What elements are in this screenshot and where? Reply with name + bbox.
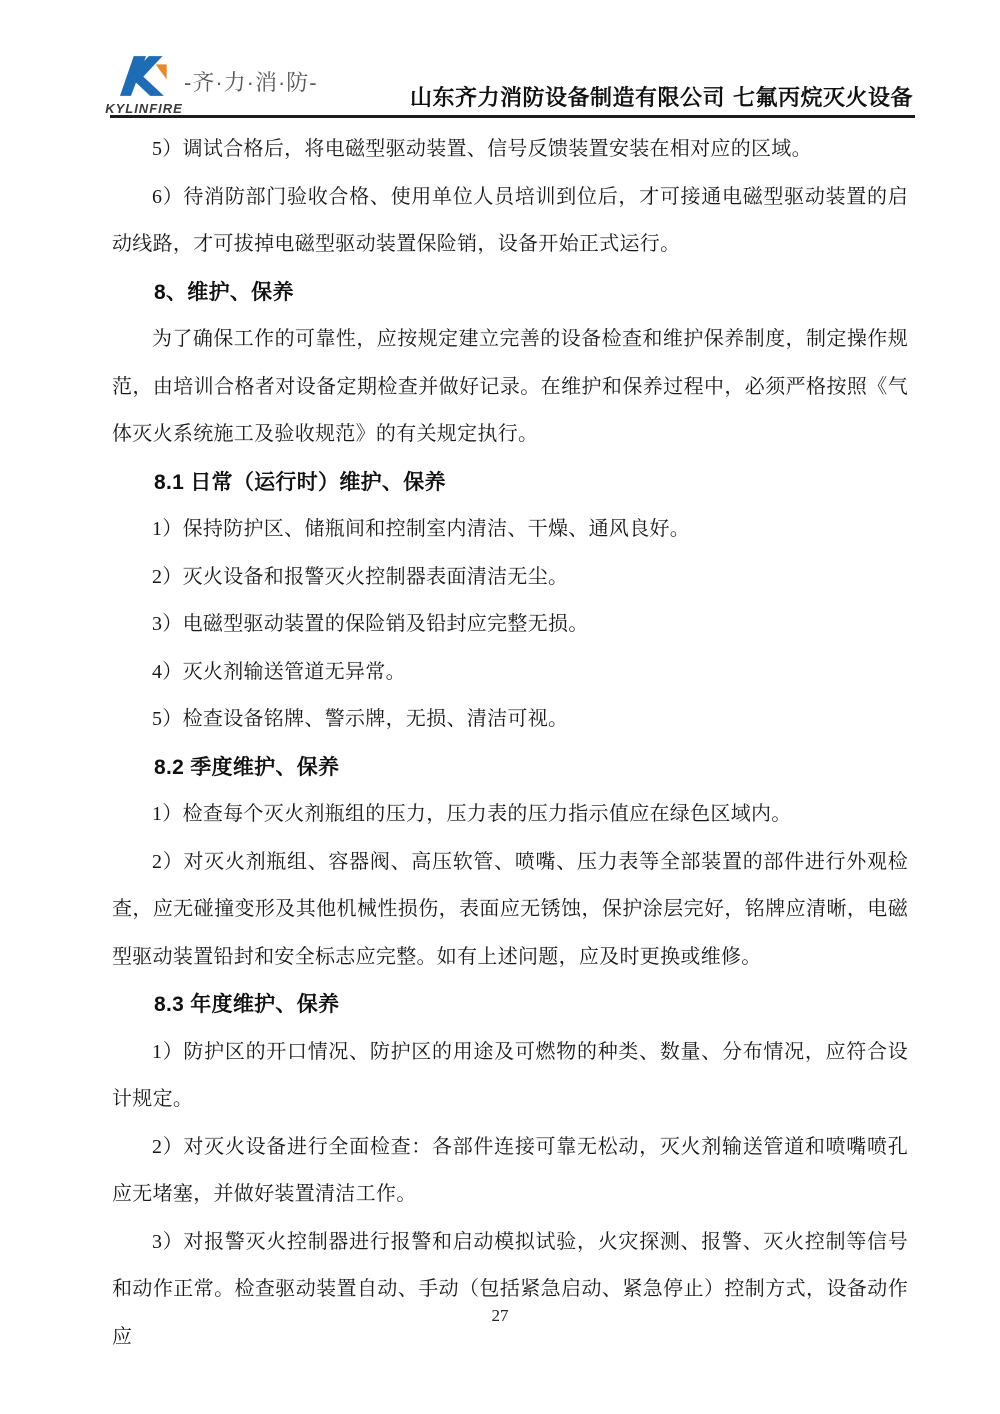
section-heading: 8.1 日常（运行时）维护、保养 xyxy=(154,470,446,494)
page-footer xyxy=(0,1306,1000,1326)
brand-text: KYLINFIRE xyxy=(105,101,183,116)
document-body xyxy=(112,126,908,1361)
company-name: 山东齐力消防设备制造有限公司 xyxy=(410,85,726,110)
section-heading: 8.2 季度维护、保养 xyxy=(154,755,340,779)
product-name: 七氟丙烷灭火设备 xyxy=(732,85,913,110)
paragraph: 6）待消防部门验收合格、使用单位人员培训到位后，才可接通电磁型驱动装置的启动线路，才可拔掉电磁型驱动装置保险销，设备开始正式运行。 xyxy=(112,185,908,255)
paragraph: 3）电磁型驱动装置的保险销及铅封应完整无损。 xyxy=(152,613,589,635)
section-heading: 8.3 年度维护、保养 xyxy=(154,993,340,1016)
paragraph: 2）对灭火设备进行全面检查：各部件连接可靠无松动，灭火剂输送管道和喷嘴喷孔应无堵塞，并做好装置清洁工作。 xyxy=(112,1135,908,1205)
paragraph: 1）检查每个灭火剂瓶组的压力，压力表的压力指示值应在绿色区域内。 xyxy=(152,803,792,825)
logo-tagline: -齐·力·消·防- xyxy=(184,70,318,95)
page-number: 27 xyxy=(491,1306,509,1325)
paragraph: 2）对灭火剂瓶组、容器阀、高压软管、喷嘴、压力表等全部装置的部件进行外观检查，应无碰撞变形及其他机械性损伤，表面应无锈蚀，保护涂层完好，铭牌应清晰，电磁型驱动装置铅封和安全标志应完整。如有上述问题，应及时更换或维修。 xyxy=(112,850,908,968)
kylinfire-logo-icon xyxy=(120,52,168,100)
paragraph: 1）防护区的开口情况、防护区的用途及可燃物的种类、数量、分布情况，应符合设计规定。 xyxy=(112,1040,908,1110)
paragraph: 3）对报警灭火控制器进行报警和启动模拟试验，火灾探测、报警、灭火控制等信号和动作正常。检查驱动装置自动、手动（包括紧急启动、紧急停止）控制方式，设备动作应 xyxy=(112,1230,908,1348)
company-logo xyxy=(102,52,186,116)
paragraph: 为了确保工作的可靠性，应按规定建立完善的设备检查和维护保养制度，制定操作规范，由培训合格者对设备定期检查并做好记录。在维护和保养过程中，必须严格按照《气体灭火系统施工及验收规范》的有关规定执行。 xyxy=(112,328,908,445)
logo-orange-triangle xyxy=(156,64,167,79)
page-header xyxy=(105,50,915,118)
paragraph: 5）调试合格后，将电磁型驱动装置、信号反馈装置安装在相对应的区域。 xyxy=(152,138,812,160)
paragraph: 5）检查设备铭牌、警示牌，无损、清洁可视。 xyxy=(152,708,569,730)
paragraph: 2）灭火设备和报警灭火控制器表面清洁无尘。 xyxy=(152,565,569,588)
paragraph: 1）保持防护区、储瓶间和控制室内清洁、干燥、通风良好。 xyxy=(152,518,691,540)
section-heading: 8、维护、保养 xyxy=(154,280,294,304)
paragraph: 4）灭火剂输送管道无异常。 xyxy=(152,660,406,683)
